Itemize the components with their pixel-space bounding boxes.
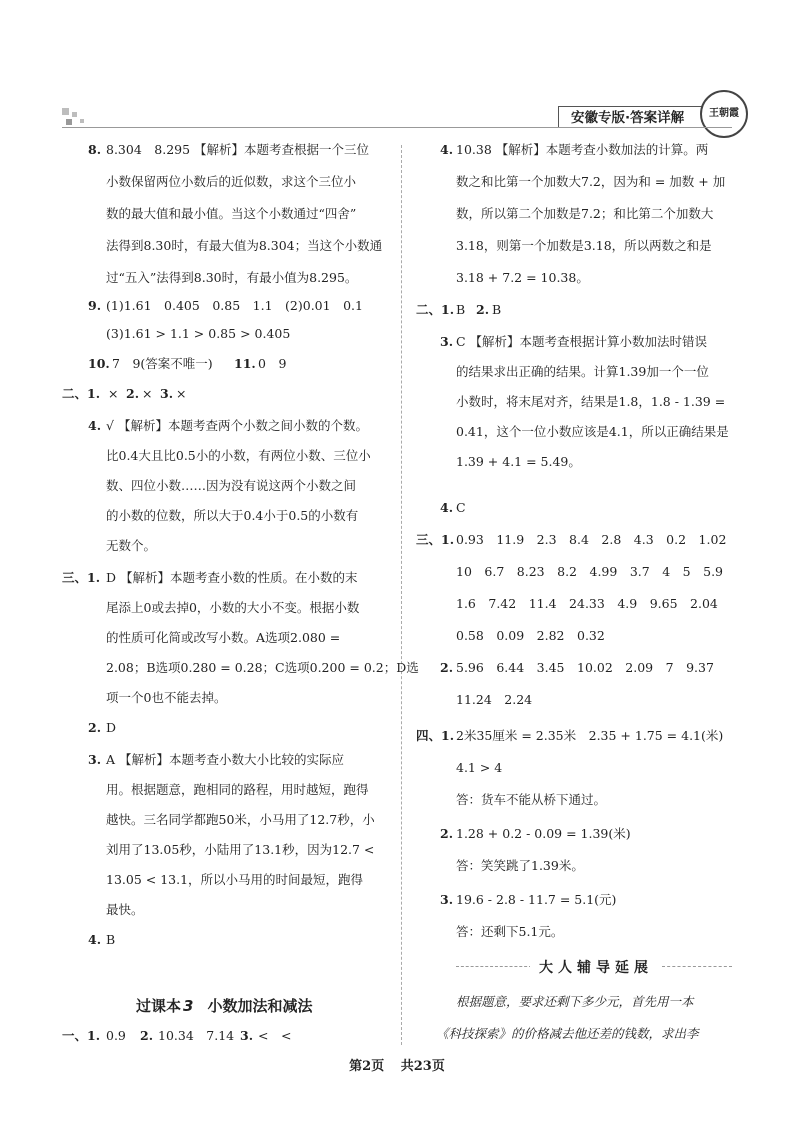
item-label: 3. [440,334,454,349]
extension-rule-left [456,966,532,967]
item-label: 11. [234,356,256,371]
page-total: 共23页 [400,1059,445,1074]
answer-line: × [108,386,119,401]
answer-line: C [456,500,466,515]
page-footer [0,1055,794,1074]
answer-line: 2.08；B选项0.280 = 0.28；C选项0.200 = 0.2；D选 [106,660,419,675]
answer-line: 数、四位小数……因为没有说这两个小数之间 [106,478,357,493]
answer-line: 无数个。 [106,538,157,553]
answer-line: 13.05 < 13.1，所以小马用的时间最短，跑得 [106,872,364,887]
answer-line: 0.58 0.09 2.82 0.32 [456,628,605,643]
answer-line: 数，所以第二个加数是7.2；和比第二个加数大 [456,206,714,221]
header-title: 安徽专版·答案详解 [558,106,723,128]
answer-line: 答：笑笑跳了1.39米。 [456,858,584,873]
header-deco-square [80,119,84,123]
column-divider [401,145,402,1045]
item-label: 三、1. [416,532,455,547]
answer-line: 尾添上0或去掉0，小数的大小不变。根据小数 [106,600,360,615]
answer-line: 小数时，将末尾对齐，结果是1.8，1.8 - 1.39 = [456,394,726,409]
answer-line: A 【解析】本题考查小数大小比较的实际应 [106,752,345,767]
answer-line: 比0.4大且比0.5小的小数，有两位小数、三位小 [106,448,371,463]
item-label: 二、1. [416,302,455,317]
answer-line: B [456,302,466,317]
answer-line: 11.24 2.24 [456,692,533,707]
item-label: 3. [440,892,454,907]
extension-line: 《科技探索》的价格减去他还差的钱数，求出李 [436,1026,699,1041]
extension-line: 根据题意，要求还剩下多少元，首先用一本 [456,994,694,1009]
page-number: 第2页 [349,1059,385,1074]
answer-line: 1.28 + 0.2 - 0.09 = 1.39(米) [456,826,631,841]
answer-line: D 【解析】本题考查小数的性质。在小数的末 [106,570,358,585]
item-label: 2. [476,302,490,317]
header-deco-square [62,108,69,115]
answer-line: 的结果求出正确的结果。计算1.39加一个一位 [456,364,709,379]
item-label: 10. [88,356,110,371]
answer-line: 2米35厘米 = 2.35米 2.35 + 1.75 = 4.1(米) [456,728,724,743]
answer-line: 0.93 11.9 2.3 8.4 2.8 4.3 0.2 1.02 [456,532,727,547]
item-label: 三、1. [62,570,101,585]
answer-line: 刘用了13.05秒，小陆用了13.1秒，因为12.7 < [106,842,375,857]
answer-line: 19.6 - 2.8 - 11.7 = 5.1(元) [456,892,617,907]
item-label: 9. [88,298,102,313]
item-label: 3. [88,752,102,767]
answer-line: 10 6.7 8.23 8.2 4.99 3.7 4 5 5.9 [456,564,723,579]
answer-line: < < [258,1028,292,1043]
item-label: 2. [88,720,102,735]
extension-rule-right [662,966,732,967]
answer-line: √ 【解析】本题考查两个小数之间小数的个数。 [106,418,368,433]
item-label: 4. [440,500,454,515]
answer-line: 数之和比第一个加数大7.2，因为和 = 加数 + 加 [456,174,726,189]
answer-line: (3)1.61 > 1.1 > 0.85 > 0.405 [106,326,291,341]
item-label: 8. [88,142,102,157]
answer-line: B [492,302,502,317]
answer-line: 0.41，这个一位小数应该是4.1，所以正确结果是 [456,424,729,439]
answer-line: 10.38 【解析】本题考查小数加法的计算。两 [456,142,709,157]
answer-line: 答：还剩下5.1元。 [456,924,564,939]
answer-line: 0 9 [258,356,287,371]
item-label: 2. [440,660,454,675]
brand-seal [700,90,748,138]
answer-line: D [106,720,117,735]
answer-line: B [106,932,116,947]
item-label: 3. [160,386,174,401]
item-label: 2. [440,826,454,841]
answer-line: × [176,386,187,401]
seal-text: 王朝霞 [709,108,739,119]
answer-line: 越快。三名同学都跑50米，小马用了12.7秒，小 [106,812,375,827]
section-title [136,995,312,1016]
item-label: 4. [88,418,102,433]
answer-line: (1)1.61 0.405 0.85 1.1 (2)0.01 0.1 [106,298,363,313]
answer-line: C 【解析】本题考查根据计算小数加法时错误 [456,334,708,349]
answer-line: 1.39 + 4.1 = 5.49。 [456,454,581,469]
answer-line: 答：货车不能从桥下通过。 [456,792,607,807]
answer-line: 数的最大值和最小值。当这个小数通过“四舍” [106,206,357,221]
answer-line: 7 9(答案不唯一) [112,356,213,371]
answer-line: 1.6 7.42 11.4 24.33 4.9 9.65 2.04 [456,596,718,611]
section-title-prefix: 过课本 [136,997,182,1015]
answer-line: 最快。 [106,902,144,917]
item-label: 2. [140,1028,154,1043]
answer-line: 过“五入”法得到8.30时，有最小值为8.295。 [106,270,358,285]
answer-line: 的性质可化简或改写小数。A选项2.080 = [106,630,341,645]
section-title-text: 小数加法和减法 [207,997,313,1015]
item-label: 4. [88,932,102,947]
header-deco-square [72,112,77,117]
answer-line: 项一个0也不能去掉。 [106,690,227,705]
header-deco-square [66,119,72,125]
answer-line: 0.9 [106,1028,126,1043]
item-label: 一、1. [62,1028,101,1043]
answer-line: 用。根据题意，跑相同的路程，用时越短，跑得 [106,782,369,797]
answer-line: 法得到8.30时，有最大值为8.304；当这个小数通 [106,238,383,253]
item-label: 四、1. [416,728,455,743]
answer-line: 10.34 7.14 [158,1028,235,1043]
item-label: 二、1. [62,386,101,401]
answer-line: 3.18，则第一个加数是3.18，所以两数之和是 [456,238,712,253]
answer-line: 3.18 + 7.2 = 10.38。 [456,270,589,285]
item-label: 4. [440,142,454,157]
answer-line: 8.304 8.295 【解析】本题考查根据一个三位 [106,142,370,157]
answer-line: 5.96 6.44 3.45 10.02 2.09 7 9.37 [456,660,714,675]
answer-line: × [142,386,153,401]
item-label: 2. [126,386,140,401]
section-title-num: 3 [183,997,194,1015]
header-rule [62,127,732,128]
extension-title: 大人辅导延展 [530,957,662,977]
answer-line: 小数保留两位小数后的近似数，求这个三位小 [106,174,357,189]
answer-line: 4.1 > 4 [456,760,503,775]
item-label: 3. [240,1028,254,1043]
answer-line: 的小数的位数，所以大于0.4小于0.5的小数有 [106,508,359,523]
